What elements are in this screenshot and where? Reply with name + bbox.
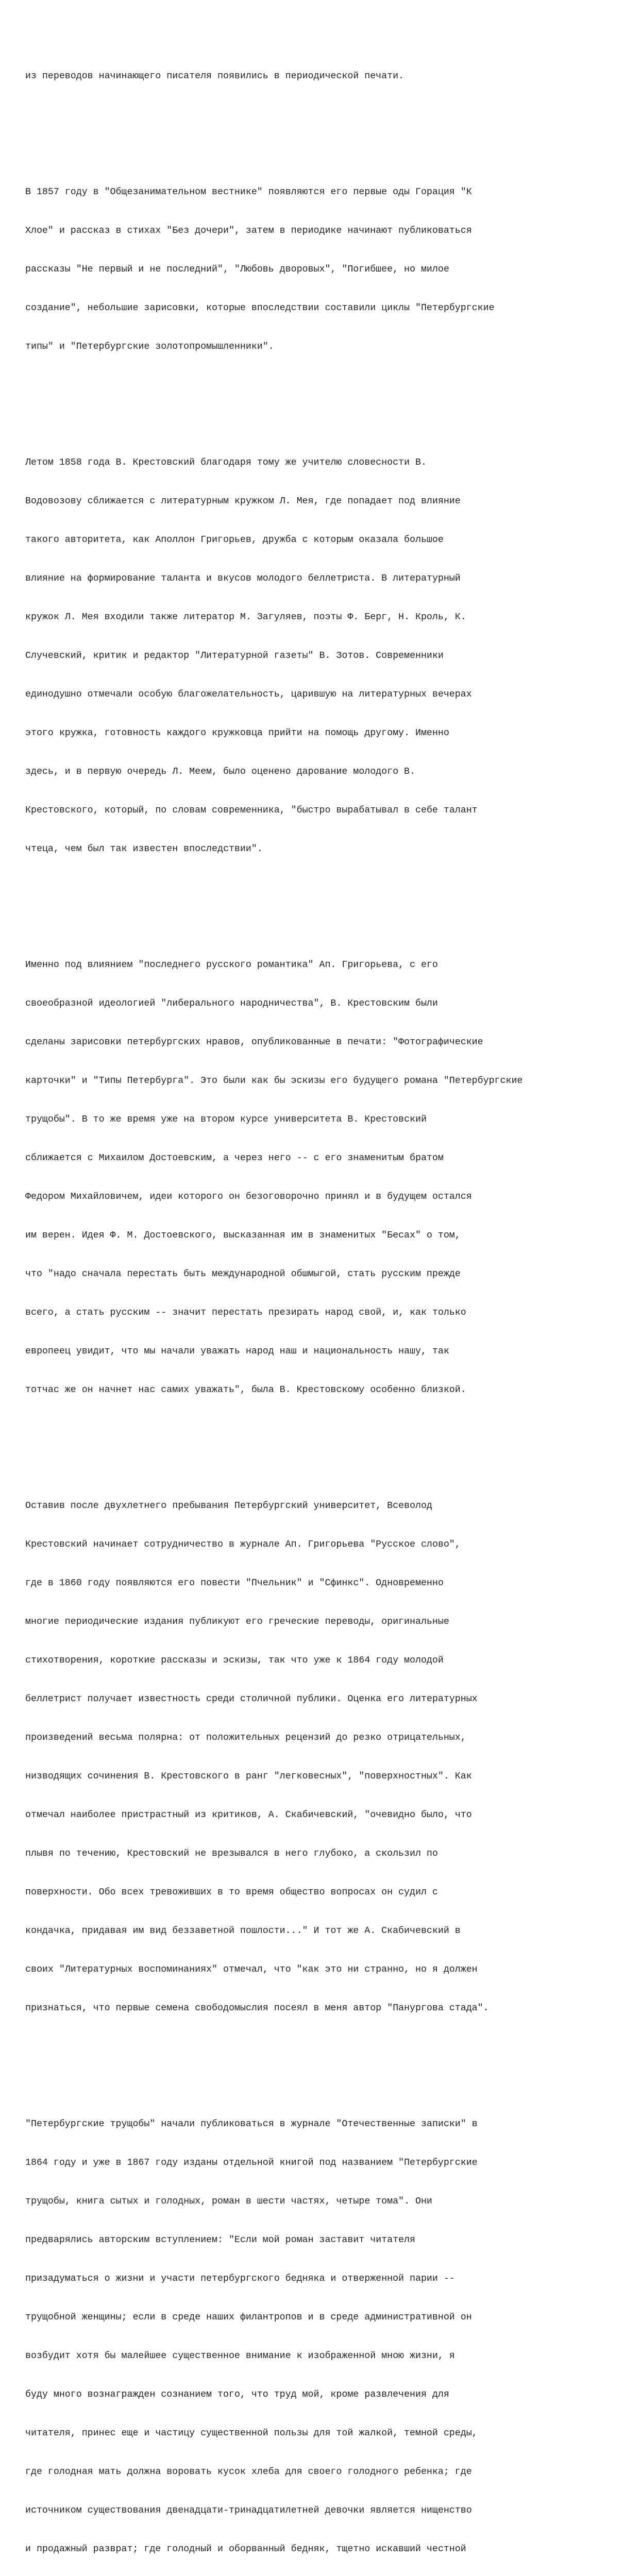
text-line: стихотворения, короткие рассказы и эскизы, так что уже к 1864 году молодой	[25, 1655, 444, 1666]
text-line: призадуматься о жизни и участи петербургского бедняка и отверженной парии --	[25, 2274, 455, 2284]
text-line: плывя по течению, Крестовский не врезывался в него глубоко, а скользил по	[25, 1849, 438, 1859]
text-line: признаться, что первые семена свободомыслия посеял в меня автор "Панургова стада".	[25, 2003, 489, 2013]
text-line: где голодная мать должна воровать кусок хлеба для своего голодного ребенка; где	[25, 2467, 472, 2477]
text-line: Крестовского, который, по словам современника, "быстро вырабатывал в себе талант	[25, 805, 478, 816]
text-line: поверхности. Обо всех тревоживших в то время общество вопросах он судил с	[25, 1887, 438, 1897]
text-line: своих "Литературных воспоминаниях" отмечал, что "как это ни странно, но я должен	[25, 1964, 478, 1975]
text-line: кружок Л. Мея входили также литератор М. Загуляев, поэты Ф. Берг, Н. Кроль, К.	[25, 612, 466, 622]
paragraph-4	[25, 933, 633, 1422]
text-line: буду много вознагражден сознанием того, что труд мой, кроме развлечения для	[25, 2389, 449, 2400]
text-line: 1864 году и уже в 1867 году изданы отдельной книгой под названием "Петербургские	[25, 2158, 478, 2168]
text-line: чтеца, чем был так известен впоследствии".	[25, 844, 263, 854]
text-line: беллетрист получает известность среди столичной публики. Оценка его литературных	[25, 1694, 478, 1704]
paragraph-5	[25, 1474, 633, 2041]
text-line: Водовозову сближается с литературным кружком Л. Мея, где попадает под влияние	[25, 496, 461, 506]
text-line: Летом 1858 года В. Крестовский благодаря тому же учителю словесности В.	[25, 457, 427, 468]
text-line: здесь, и в первую очередь Л. Меем, было оценено дарование молодого В.	[25, 767, 415, 777]
text-line: произведений весьма полярна: от положительных рецензий до резко отрицательных,	[25, 1733, 466, 1743]
paragraph-3	[25, 431, 633, 882]
text-line: кондачка, придавая им вид беззаветной пошлости..." И тот же А. Скабичевский в	[25, 1926, 461, 1936]
text-line: Оставив после двухлетнего пребывания Петербургский университет, Всеволод	[25, 1501, 432, 1511]
text-line: многие периодические издания публикуют его греческие переводы, оригинальные	[25, 1617, 449, 1627]
text-line: рассказы "Не первый и не последний", "Любовь дворовых", "Погибшее, но милое	[25, 264, 449, 275]
document-body	[25, 19, 633, 2576]
text-line: сближается с Михаилом Достоевским, а через него -- с его знаменитым братом	[25, 1153, 444, 1163]
text-line: влияние на формирование таланта и вкусов молодого беллетриста. В литературный	[25, 573, 461, 584]
text-line: и продажный разврат; где голодный и оборванный бедняк, тщетно искавший честной	[25, 2544, 466, 2554]
text-line: трущобы, книга сытых и голодных, роман в шести частях, четыре тома". Они	[25, 2196, 432, 2207]
text-line: возбудит хотя бы малейшее существенное внимание к изображенной мною жизни, я	[25, 2351, 455, 2361]
text-line: своеобразной идеологией "либерального народничества", В. Крестовским были	[25, 998, 438, 1009]
text-line: единодушно отмечали особую благожелательность, царившую на литературных вечерах	[25, 689, 472, 700]
text-line: что "надо сначала перестать быть международной обшмыгой, стать русским прежде	[25, 1269, 461, 1279]
text-line: где в 1860 году появляются его повести "Пчельник" и "Сфинкс". Одновременно	[25, 1578, 444, 1588]
text-line: Именно под влиянием "последнего русского романтика" Ап. Григорьева, с его	[25, 960, 438, 970]
paragraph-1	[25, 44, 633, 109]
text-line: создание", небольшие зарисовки, которые впоследствии составили циклы "Петербургские	[25, 303, 495, 313]
text-line: низводящих сочинения В. Крестовского в ранг "легковесных", "поверхностных". Как	[25, 1771, 472, 1782]
text-line: Случевский, критик и редактор "Литературной газеты" В. Зотов. Современники	[25, 651, 444, 661]
text-line: В 1857 году в "Общезанимательном вестнике" появляются его первые оды Горация "К	[25, 187, 472, 197]
text-line: отмечал наиболее пристрастный из критиков, А. Скабичевский, "очевидно было, что	[25, 1810, 472, 1820]
text-line: Федором Михайловичем, идеи которого он безоговорочно принял и в будущем остался	[25, 1192, 472, 1202]
text-line: Хлое" и рассказ в стихах "Без дочери", затем в периодике начинают публиковаться	[25, 226, 472, 236]
text-line: всего, а стать русским -- значит перестать презирать народ свой, и, как только	[25, 1308, 466, 1318]
text-line: трущобной женщины; если в среде наших филантропов и в среде административной он	[25, 2312, 472, 2323]
paragraph-2	[25, 160, 633, 379]
text-line: европеец увидит, что мы начали уважать народ наш и национальность нашу, так	[25, 1346, 449, 1357]
text-line: этого кружка, готовность каждого кружковца прийти на помощь другому. Именно	[25, 728, 449, 738]
paragraph-6	[25, 2092, 633, 2576]
text-line: источником существования двенадцати-тринадцатилетней девочки является нищенство	[25, 2505, 472, 2516]
text-line: такого авторитета, как Аполлон Григорьев, дружба с которым оказала большое	[25, 535, 444, 545]
text-line: им верен. Идея Ф. М. Достоевского, высказанная им в знаменитых "Бесах" о том,	[25, 1230, 461, 1241]
text-line: "Петербургские трущобы" начали публиковаться в журнале "Отечественные записки" в	[25, 2119, 478, 2129]
text-line: Крестовский начинает сотрудничество в журнале Ап. Григорьева "Русское слово",	[25, 1539, 461, 1550]
text-line: сделаны зарисовки петербургских нравов, опубликованные в печати: "Фотографические	[25, 1037, 483, 1047]
text-line: трущобы". В то же время уже на втором курсе университета В. Крестовский	[25, 1114, 427, 1125]
text-line: предварялись авторским вступлением: "Если мой роман заставит читателя	[25, 2235, 415, 2245]
text-line: типы" и "Петербургские золотопромышленники".	[25, 342, 274, 352]
text-line: из переводов начинающего писателя появились в периодической печати.	[25, 71, 405, 81]
text-line: читателя, принес еще и частицу существенной пользы для той жалкой, темной среды,	[25, 2428, 478, 2438]
text-line: тотчас же он начнет нас самих уважать", была В. Крестовскому особенно близкой.	[25, 1385, 466, 1395]
text-line: карточки" и "Типы Петербурга". Это были как бы эскизы его будущего романа "Петербургские	[25, 1076, 523, 1086]
